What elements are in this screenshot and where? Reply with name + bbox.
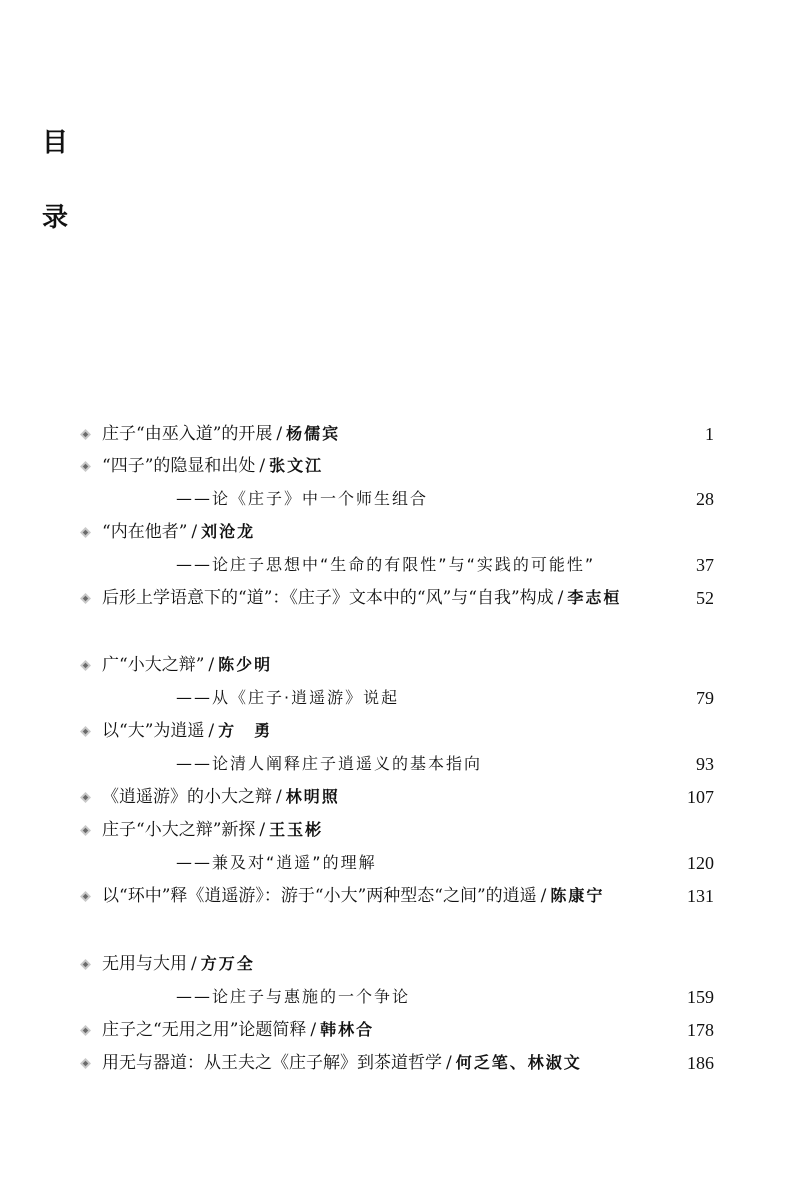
author-separator: /: [259, 456, 266, 476]
author-separator: /: [191, 522, 198, 542]
author-separator: /: [557, 588, 564, 608]
page-number: 131: [687, 886, 714, 906]
diamond-bullet-icon: [80, 461, 91, 472]
page-number: 159: [687, 987, 714, 1007]
page-number: 178: [687, 1020, 714, 1040]
diamond-bullet-icon: [80, 593, 91, 604]
toc-subentry: [0, 684, 790, 712]
author-separator: /: [276, 787, 282, 807]
author-separator: /: [540, 886, 547, 906]
toc-entry: [0, 420, 790, 448]
entry-subtitle: ——论清人阐释庄子逍遥义的基本指向: [176, 754, 483, 773]
entry-author: 杨儒宾: [286, 424, 341, 443]
entry-subtitle: ——兼及对“逍遥”的理解: [176, 853, 377, 872]
page-number: 79: [696, 688, 714, 708]
toc-entry: [0, 816, 790, 844]
toc-entry: [0, 651, 790, 679]
page-number: 28: [696, 489, 714, 509]
heading-char-mu: 目: [42, 128, 69, 158]
entry-subtitle: ——从《庄子·逍遥游》说起: [176, 688, 400, 707]
diamond-bullet-icon: [80, 825, 91, 836]
entry-author: 韩林合: [320, 1020, 375, 1039]
diamond-bullet-icon: [80, 792, 91, 803]
entry-title: [102, 452, 323, 480]
toc-entry: [0, 1016, 790, 1044]
toc-subentry: [0, 485, 790, 513]
entry-author: 方万全: [200, 954, 255, 973]
diamond-bullet-icon: [80, 1025, 91, 1036]
page-number: 186: [687, 1053, 714, 1073]
entry-title-text: 庄子“由巫入道”的开展: [102, 424, 273, 444]
entry-title-text: “内在他者”: [102, 522, 188, 542]
diamond-bullet-icon: [80, 1058, 91, 1069]
diamond-bullet-icon: [80, 726, 91, 737]
diamond-bullet-icon: [80, 527, 91, 538]
entry-subtitle: ——论庄子思想中“生命的有限性”与“实践的可能性”: [176, 555, 596, 574]
page-number: 107: [687, 787, 714, 807]
entry-title: [102, 1049, 582, 1077]
toc-entry: [0, 950, 790, 978]
entry-title: [102, 783, 340, 811]
page-number: 93: [696, 754, 714, 774]
toc-entry: [0, 584, 790, 612]
toc-entry: [0, 452, 790, 480]
author-separator: /: [276, 424, 283, 444]
toc-subentry: [0, 750, 790, 778]
entry-title: [102, 882, 604, 910]
entry-subtitle: ——论庄子与惠施的一个争论: [176, 987, 411, 1006]
page-number: 37: [696, 555, 714, 575]
toc-subentry: [0, 849, 790, 877]
entry-title-text: 《逍遥游》的小大之辩: [102, 787, 272, 807]
entry-title-text: 用无与器道：从王夫之《庄子解》到茶道哲学: [102, 1053, 442, 1073]
toc-entry: [0, 783, 790, 811]
toc-entry: [0, 717, 790, 745]
entry-author: 陈少明: [218, 655, 273, 674]
entry-author: 陈康宁: [550, 886, 605, 905]
toc-subentry: [0, 983, 790, 1011]
entry-title-text: “四子”的隐显和出处: [102, 456, 256, 476]
entry-author: 刘沧龙: [201, 522, 256, 541]
author-separator: /: [208, 721, 215, 741]
author-separator: /: [208, 655, 215, 675]
entry-title: [102, 584, 621, 612]
entry-title: [102, 651, 272, 679]
entry-title: [102, 717, 272, 745]
entry-author: 王玉彬: [269, 820, 324, 839]
toc-entry: [0, 1049, 790, 1077]
entry-title: [102, 420, 340, 448]
entry-title-text: 无用与大用: [102, 954, 187, 974]
entry-author: 李志桓: [567, 588, 622, 607]
page-number: 1: [705, 424, 714, 444]
entry-title: [102, 816, 323, 844]
entry-title-text: 后形上学语意下的“道”：《庄子》文本中的“风”与“自我”构成: [102, 588, 554, 608]
entry-author: 张文江: [269, 456, 324, 475]
diamond-bullet-icon: [80, 660, 91, 671]
page-number: 52: [696, 588, 714, 608]
entry-author: 何乏笔、林淑文: [455, 1053, 582, 1072]
diamond-bullet-icon: [80, 959, 91, 970]
toc-entry: [0, 882, 790, 910]
entry-title: [102, 950, 255, 978]
toc-subentry: [0, 551, 790, 579]
entry-title-text: 广“小大之辩”: [102, 655, 205, 675]
entry-title: [102, 1016, 374, 1044]
diamond-bullet-icon: [80, 429, 91, 440]
toc-entry: [0, 518, 790, 546]
author-separator: /: [259, 820, 266, 840]
page-number: 120: [687, 853, 714, 873]
author-separator: /: [446, 1053, 452, 1073]
diamond-bullet-icon: [80, 891, 91, 902]
entry-subtitle: ——论《庄子》中一个师生组合: [176, 489, 429, 508]
entry-title-text: 庄子“小大之辩”新探: [102, 820, 256, 840]
entry-author: 方 勇: [218, 721, 273, 740]
entry-author: 林明照: [285, 787, 340, 806]
entry-title-text: 以“环中”释《逍遥游》：游于“小大”两种型态“之间”的逍遥: [102, 886, 537, 906]
entry-title: [102, 518, 255, 546]
entry-title-text: 以“大”为逍遥: [102, 721, 205, 741]
heading-char-lu: 录: [42, 203, 69, 233]
author-separator: /: [310, 1020, 317, 1040]
entry-title-text: 庄子之“无用之用”论题简释: [102, 1020, 307, 1040]
author-separator: /: [191, 954, 197, 974]
